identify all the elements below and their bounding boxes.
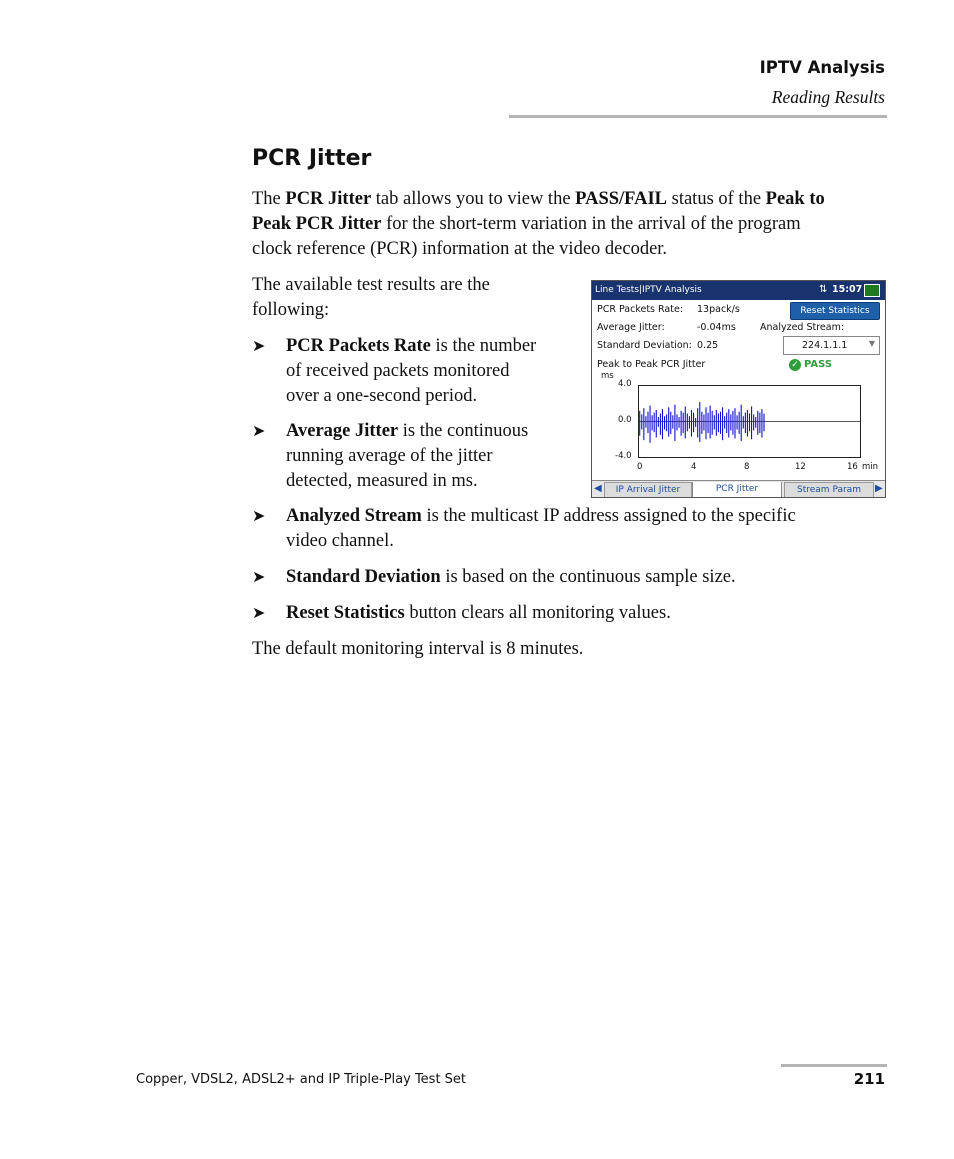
x-tick-label: 0 [637,462,643,472]
available-results-text: The available test results are the following: [252,275,490,320]
intro-paragraph: The PCR Jitter tab allows you to view the PASS/FAIL status of the Peak to Peak PCR Jitter for the short-term variation in the arrival of the program clock reference (PCR) information at the video decoder. [252,189,825,259]
y-axis-label: ms [601,371,614,381]
x-tick-label: 8 [744,462,750,472]
analyzed-stream-select[interactable] [783,336,880,355]
analyzed-stream-label: Analyzed Stream: [760,322,845,333]
std-dev-label: Standard Deviation: [597,340,692,351]
header-rule [509,115,887,118]
footer-title: Copper, VDSL2, ADSL2+ and IP Triple-Play Test Set [136,1072,467,1087]
x-axis-unit: min [862,462,879,472]
jitter-plot [638,385,861,458]
arrow-bullet-icon: ➤ [252,423,266,440]
reset-statistics-button[interactable]: Reset Statistics [790,302,880,320]
tab-scroll-left-icon[interactable]: ◀ [594,483,602,494]
status-badge: ✓ PASS [789,359,832,371]
pcr-rate-value: 13pack/s [697,304,740,315]
tab-scroll-right-icon[interactable]: ▶ [875,483,883,494]
closing-paragraph: The default monitoring interval is 8 minutes. [252,639,584,659]
battery-icon [864,284,880,297]
device-title-bar [592,281,885,300]
device-screenshot [591,280,886,498]
page-heading: PCR Jitter [252,146,372,171]
arrow-bullet-icon: ➤ [252,508,266,525]
x-tick-label: 4 [691,462,697,472]
y-tick-label: -4.0 [615,451,632,461]
check-icon: ✓ [789,359,801,371]
std-dev-value: 0.25 [697,340,719,351]
plot-title: Peak to Peak PCR Jitter [597,359,706,370]
x-tick-label: 12 [795,462,806,472]
x-tick-label: 16 [847,462,858,472]
device-title: Line Tests|IPTV Analysis [595,285,702,295]
y-tick-label: 0.0 [618,415,632,425]
chevron-down-icon: ▼ [868,339,875,348]
tab-stream-param[interactable]: Stream Param [784,482,874,498]
section-title: IPTV Analysis [759,58,885,77]
subsection-title: Reading Results [771,87,885,107]
pcr-rate-label: PCR Packets Rate: [597,304,684,315]
y-tick-label: 4.0 [618,379,632,389]
tab-bar [592,480,885,498]
footer-rule [781,1064,887,1067]
avg-jitter-label: Average Jitter: [597,322,665,333]
device-clock: 15:07 [832,284,863,295]
tab-ip-arrival-jitter[interactable]: IP Arrival Jitter [604,482,692,498]
analyzed-stream-value: 224.1.1.1 [802,340,848,351]
arrow-bullet-icon: ➤ [252,338,266,355]
avg-jitter-value: -0.04ms [697,322,736,333]
tab-pcr-jitter[interactable]: PCR Jitter [692,482,782,498]
page-number: 211 [853,1070,885,1088]
arrow-bullet-icon: ➤ [252,605,266,622]
arrow-bullet-icon: ➤ [252,569,266,586]
signal-icon: ⇅ [819,284,828,295]
